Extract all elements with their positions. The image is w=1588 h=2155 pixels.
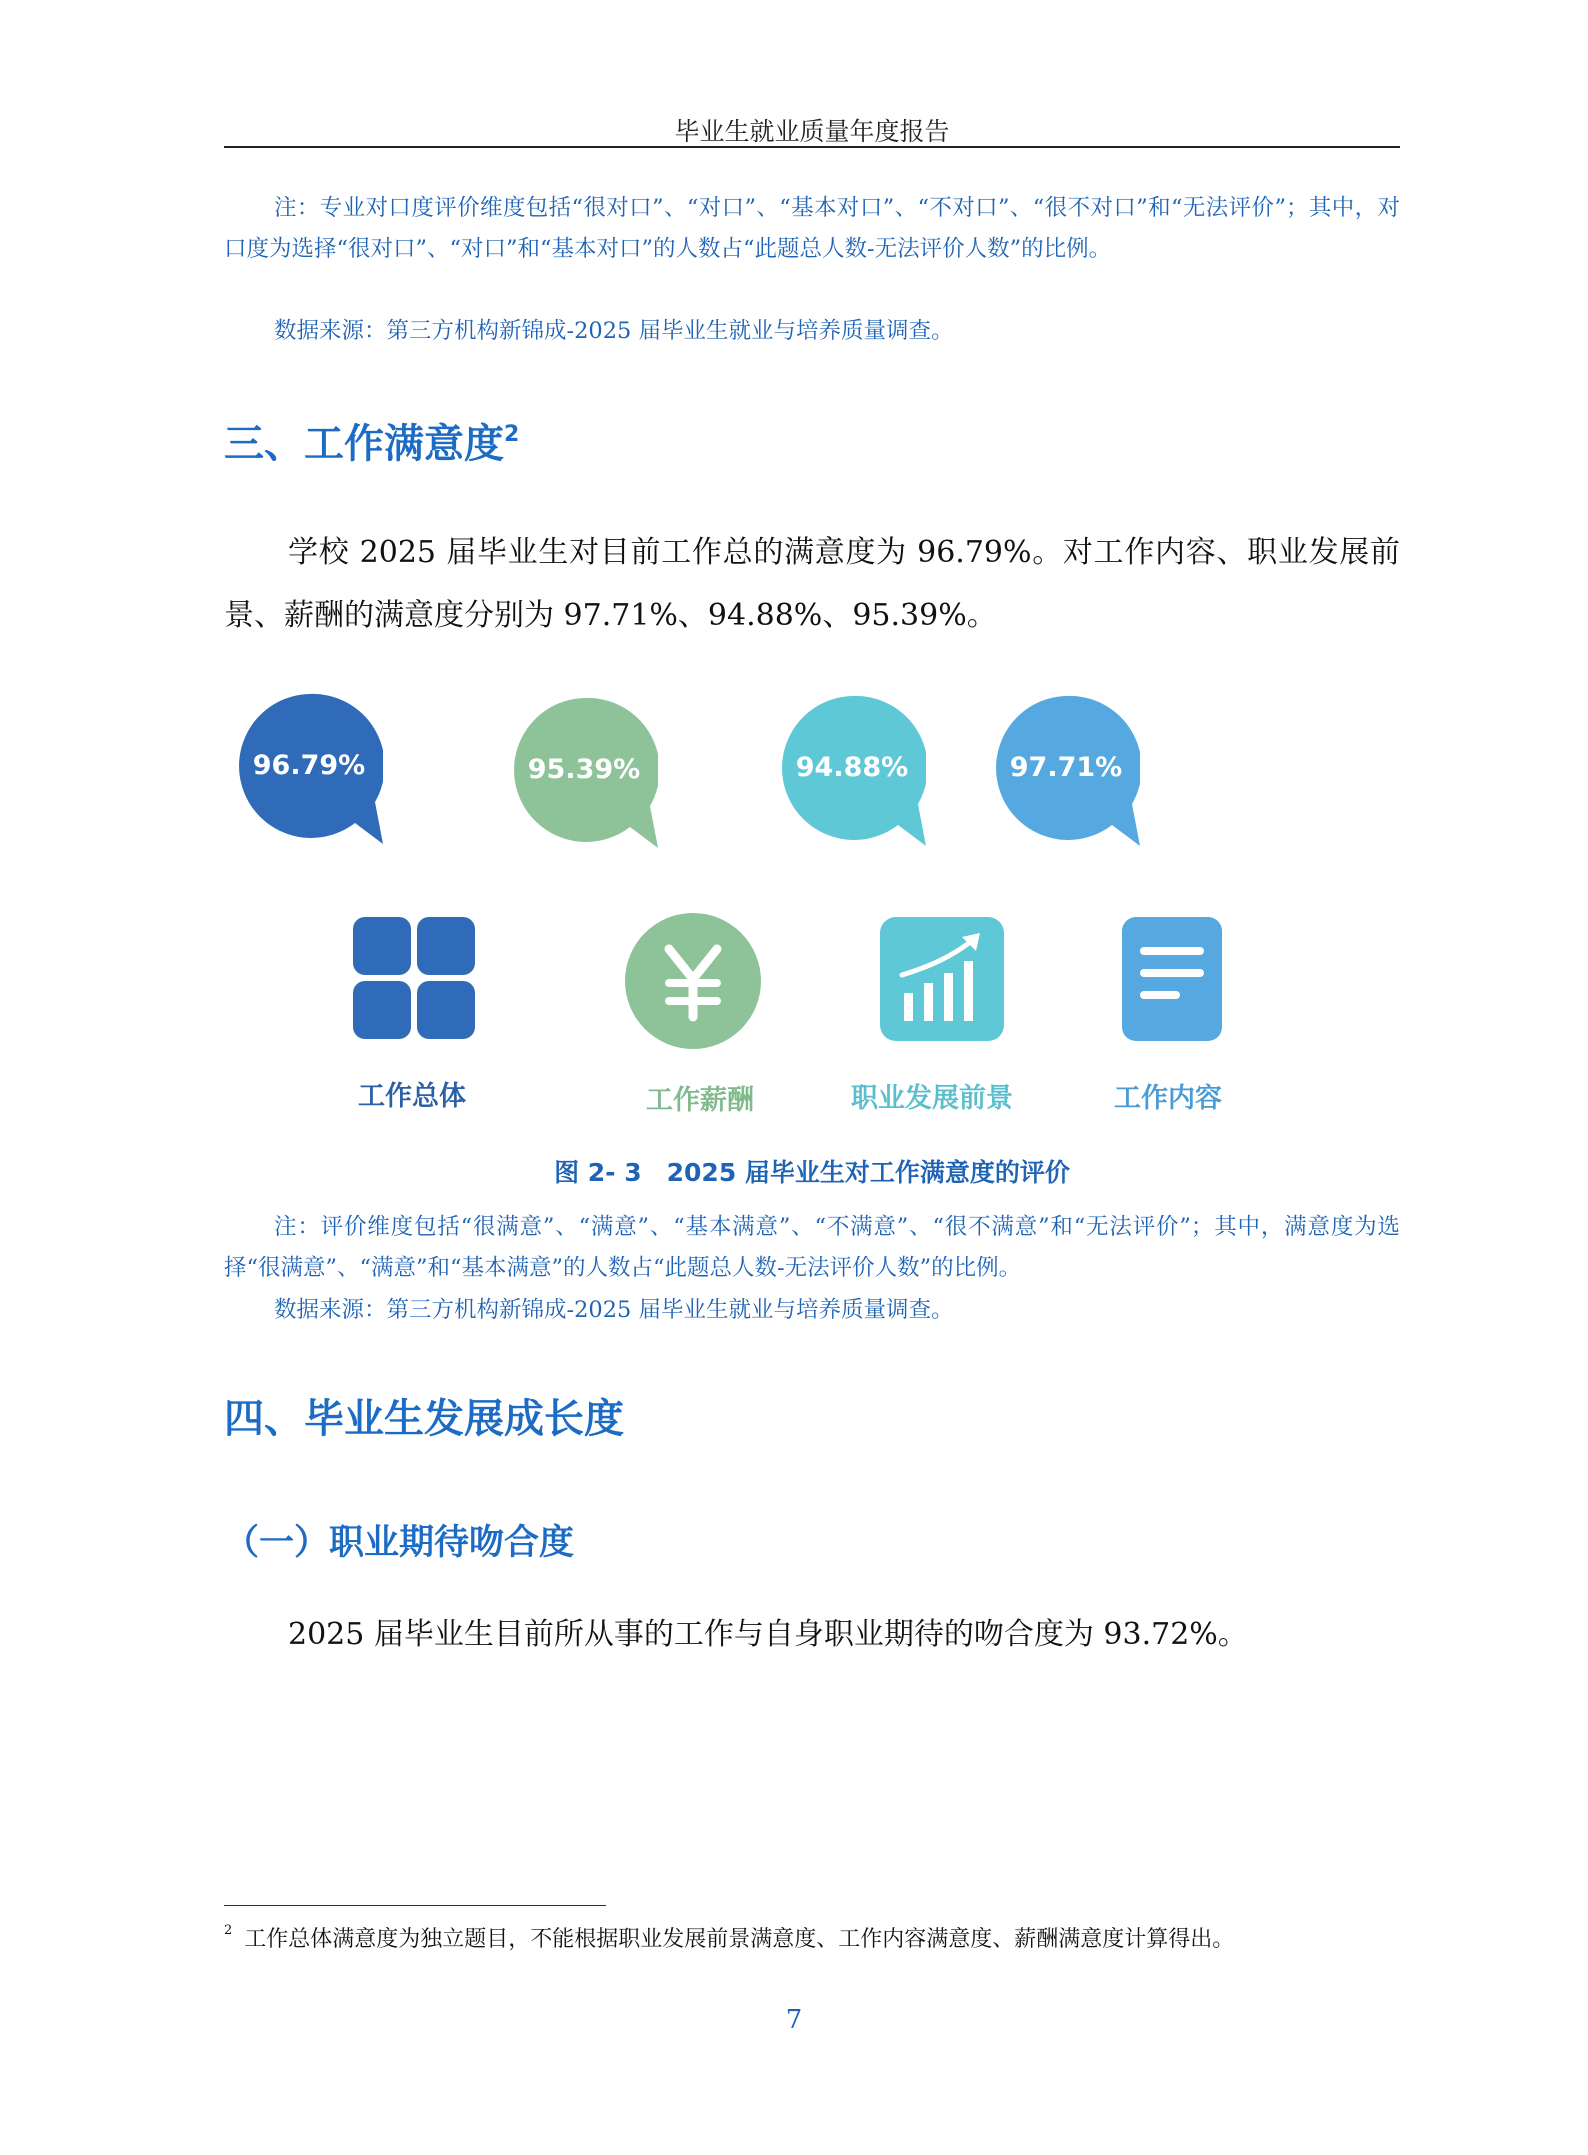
icon-label: 工作薪酬 [646, 1085, 754, 1116]
section-heading: 四、毕业生发展成长度 [224, 1396, 624, 1442]
footnote-text: 工作总体满意度为独立题目，不能根据职业发展前景满意度、工作内容满意度、薪酬满意度计算得出。 [244, 1927, 1235, 1952]
icon-label: 工作总体 [358, 1081, 466, 1112]
growth-chart-icon [880, 917, 1004, 1045]
note-text: 注：专业对口度评价维度包括“很对口”、“对口”、“基本对口”、“不对口”、“很不对口”和“无法评价”；其中，对口度为选择“很对口”、“对口”和“基本对口”的人数占“此题总人数-无法评价人数”的比例。 [224, 195, 1400, 262]
yen-icon [625, 913, 761, 1053]
bubble-salary [510, 696, 658, 851]
section-heading [224, 412, 519, 469]
bubble-value: 95.39% [527, 754, 641, 785]
note-text: 注：评价维度包括“很满意”、“满意”、“基本满意”、“不满意”、“很不满意”和“无法评价”；其中，满意度为选择“很满意”、“满意”和“基本满意”的人数占“此题总人数-无法评价人数”的比例。 [224, 1214, 1400, 1281]
page-number: 7 [785, 2005, 803, 2035]
footnote-ref[interactable]: 2 [504, 421, 520, 447]
figure-caption: 图 2- 3 2025 届毕业生对工作满意度的评价 [554, 1158, 1070, 1187]
bubble-value: 96.79% [252, 750, 366, 781]
bubble-content [992, 694, 1140, 849]
bubble-value: 97.71% [1009, 752, 1123, 783]
header-rule [224, 146, 1400, 148]
icon-label: 职业发展前景 [851, 1083, 1013, 1114]
bubble-overall [235, 692, 383, 847]
icon-label: 工作内容 [1114, 1083, 1222, 1114]
footnote-mark: 2 [224, 1922, 233, 1938]
running-header: 毕业生就业质量年度报告 [674, 117, 950, 146]
document-lines-icon [1122, 917, 1222, 1045]
body-paragraph: 学校 2025 届毕业生对目前工作总的满意度为 96.79%。对工作内容、职业发展前景、薪酬的满意度分别为 97.71%、94.88%、95.39%。 [224, 535, 1400, 633]
bubble-value: 94.88% [795, 752, 909, 783]
data-source-text: 数据来源：第三方机构新锦成-2025 届毕业生就业与培养质量调查。 [274, 1297, 954, 1323]
section-heading-text: 三、工作满意度 [224, 421, 504, 467]
footnote-rule [224, 1905, 606, 1906]
subsection-heading: （一）职业期待吻合度 [224, 1523, 575, 1563]
bubble-career [778, 694, 926, 849]
data-source-text: 数据来源：第三方机构新锦成-2025 届毕业生就业与培养质量调查。 [274, 318, 954, 344]
footnote [224, 1922, 1234, 1953]
grid-four-icon [353, 917, 477, 1045]
body-paragraph: 2025 届毕业生目前所从事的工作与自身职业期待的吻合度为 93.72%。 [288, 1617, 1248, 1652]
